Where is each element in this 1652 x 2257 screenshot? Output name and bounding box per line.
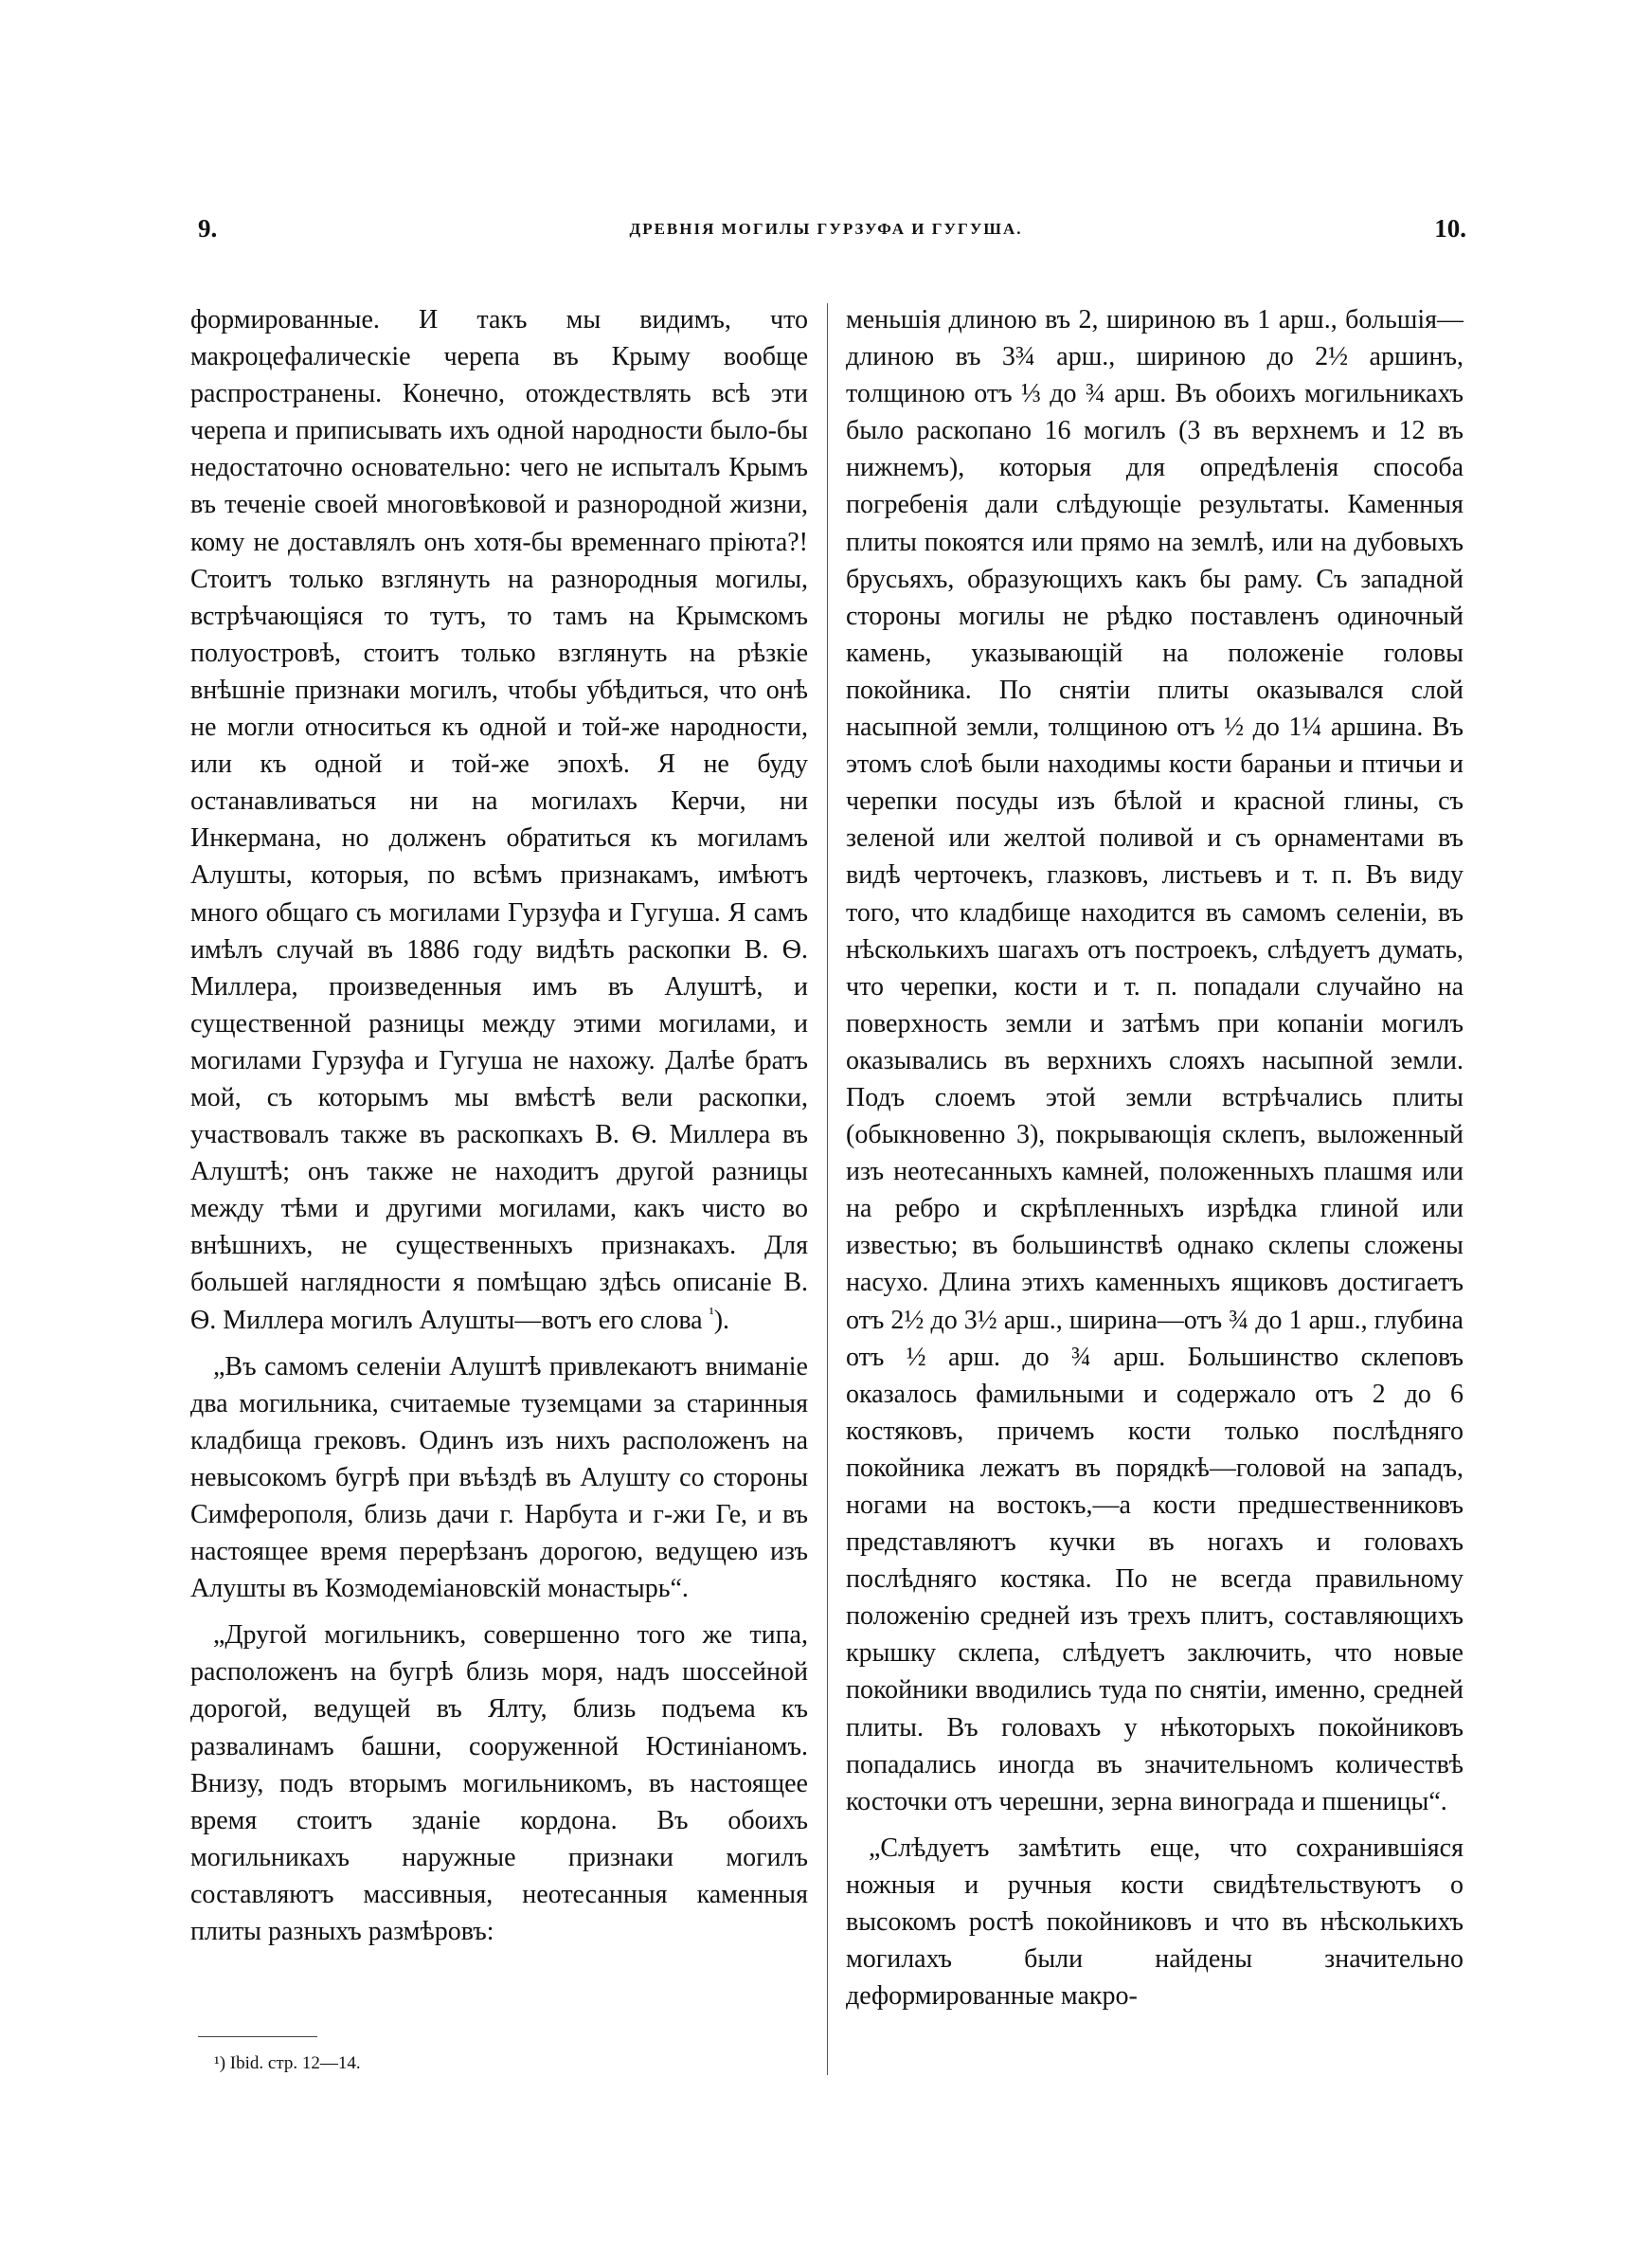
column-divider (827, 303, 828, 2075)
right-column (846, 301, 1463, 2014)
right-paragraph-2: „Слѣдуетъ замѣтить еще, что сохранившіяся ножныя и ручныя кости свидѣтельствуютъ о высокомъ ростѣ покойниковъ и что въ нѣсколькихъ могилахъ были найдены значительно деформированные макро- (846, 1833, 1463, 2012)
footnote-reference[interactable]: ¹ (709, 1304, 714, 1323)
footnote-text: Ibid. стр. 12—14. (229, 2053, 361, 2073)
left-paragraph-3: „Другой могильникъ, совершенно того же типа, расположенъ на бугрѣ близь моря, надъ шоссейной дорогой, ведущей въ Ялту, близь подъема къ развалинамъ башни, сооруженной Юстиніаномъ. Внизу, подъ вторымъ могильникомъ, въ настоящее время стоитъ зданіе кордона. Въ обоихъ могильникахъ наружные признаки могилъ составляютъ массивныя, неотесанныя каменныя плиты разныхъ размѣровъ: (190, 1620, 808, 1947)
left-paragraph-2: „Въ самомъ селеніи Алуштѣ привлекаютъ вниманіе два могильника, считаемые туземцами за старинныя кладбища грековъ. Одинъ изъ нихъ расположенъ на невысокомъ бугрѣ при въѣздѣ въ Алушту со стороны Симферополя, близь дачи г. Нарбута и г-жи Ге, и въ настоящее время перерѣзанъ дорогою, ведущею изъ Алушты въ Козмодеміановскій монастырь“. (190, 1351, 808, 1604)
right-paragraph-1: меньшія длиною въ 2, шириною въ 1 арш., большія—длиною въ 3¾ арш., шириною до 2½ аршинъ, толщиною отъ ⅓ до ¾ арш. Въ обоихъ могильникахъ было раскопано 16 могилъ (3 въ верхнемъ и 12 въ нижнемъ), которыя для опредѣленія способа погребенія дали слѣдующіе результаты. Каменныя плиты покоятся или прямо на землѣ, или на дубовыхъ брусьяхъ, образующихъ какъ бы раму. Съ западной стороны могилы не рѣдко поставленъ одиночный камень, указывающій на положеніе головы покойника. По снятіи плиты оказывался слой насыпной земли, толщиною отъ ½ до 1¼ аршина. Въ этомъ слоѣ были находимы кости бараньи и птичьи и черепки посуды изъ бѣлой и красной глины, съ зеленой или желтой поливой и съ орнаментами въ видѣ черточекъ, глазковъ, листьевъ и т. п. Въ виду того, что кладбище находится въ самомъ селеніи, въ нѣсколькихъ шагахъ отъ построекъ, слѣдуетъ думать, что черепки, кости и т. п. попадали случайно на поверхность земли и затѣмъ при копаніи могилъ оказывались въ верхнихъ слояхъ насыпной земли. Подъ слоемъ этой земли встрѣчались плиты (обыкновенно 3), покрывающія склепъ, выложенный изъ неотесанныхъ камней, положенныхъ плашмя или на ребро и скрѣпленныхъ изрѣдка глиной или известью; въ большинствѣ однако склепы сложены насухо. Длина этихъ каменныхъ ящиковъ достигаетъ отъ 2½ до 3½ арш., ширина—отъ ¾ до 1 арш., глубина отъ ½ арш. до ¾ арш. Большинство склеповъ оказалось фамильными и содержало отъ 2 до 6 костяковъ, причемъ кости только послѣдняго покойника лежатъ въ порядкѣ—головой на западъ, ногами на востокъ,—а кости предшественниковъ представляютъ кучки въ ногахъ и головахъ послѣдняго костяка. По не всегда правильному положенію средней изъ трехъ плитъ, составляющихъ крышку склепа, слѣдуетъ заключить, что новые покойники вводились туда по снятіи, именно, средней плиты. Въ головахъ у нѣкоторыхъ покойниковъ попадались иногда въ значительномъ количествѣ косточки отъ черешни, зерна винограда и пшеницы“. (846, 305, 1463, 1816)
page-number-left: 9. (198, 214, 218, 243)
page-number-right: 10. (1434, 214, 1466, 243)
running-title: ДРЕВНІЯ МОГИЛЫ ГУРЗУФА И ГУГУША. (629, 220, 1023, 238)
left-paragraph-1 (190, 301, 808, 1339)
footnote-rule (198, 2036, 317, 2037)
left-column (190, 301, 808, 1950)
footnote (214, 2052, 361, 2075)
left-paragraph-1-end: ). (713, 1305, 730, 1335)
footnote-mark: ¹) (214, 2053, 226, 2073)
left-paragraph-1-text: формированные. И такъ мы видимъ, что макроцефалическіе черепа въ Крыму вообще распространены. Конечно, отождествлять всѣ эти черепа и приписывать ихъ одной народности было-бы недостаточно основательно: чего не испыталъ Крымъ въ теченіе своей многовѣковой и разнородной жизни, кому не доставлялъ онъ хотя-бы временнаго пріюта?! Стоитъ только взглянуть на разнородныя могилы, встрѣчающіяся то тутъ, то тамъ на Крымскомъ полуостровѣ, стоитъ только взглянуть на рѣзкіе внѣшніе признаки могилъ, чтобы убѣдиться, что онѣ не могли относиться къ одной и той-же народности, или къ одной и той-же эпохѣ. Я не буду останавливаться ни на могилахъ Керчи, ни Инкермана, но долженъ обратиться къ могиламъ Алушты, которыя, по всѣмъ признакамъ, имѣютъ много общаго съ могилами Гурзуфа и Гугуша. Я самъ имѣлъ случай въ 1886 году видѣть раскопки В. Ѳ. Миллера, произведенныя имъ въ Алуштѣ, и существенной разницы между этими могилами, и могилами Гурзуфа и Гугуша не нахожу. Далѣе братъ мой, съ которымъ мы вмѣстѣ вели раскопки, участвовалъ также въ раскопкахъ В. Ѳ. Миллера въ Алуштѣ; онъ также не находитъ другой разницы между тѣми и другими могилами, какъ чисто во внѣшнихъ, не существенныхъ признакахъ. Для большей наглядности я помѣщаю здѣсь описаніе В. Ѳ. Миллера могилъ Алушты—вотъ его слова (190, 305, 808, 1335)
